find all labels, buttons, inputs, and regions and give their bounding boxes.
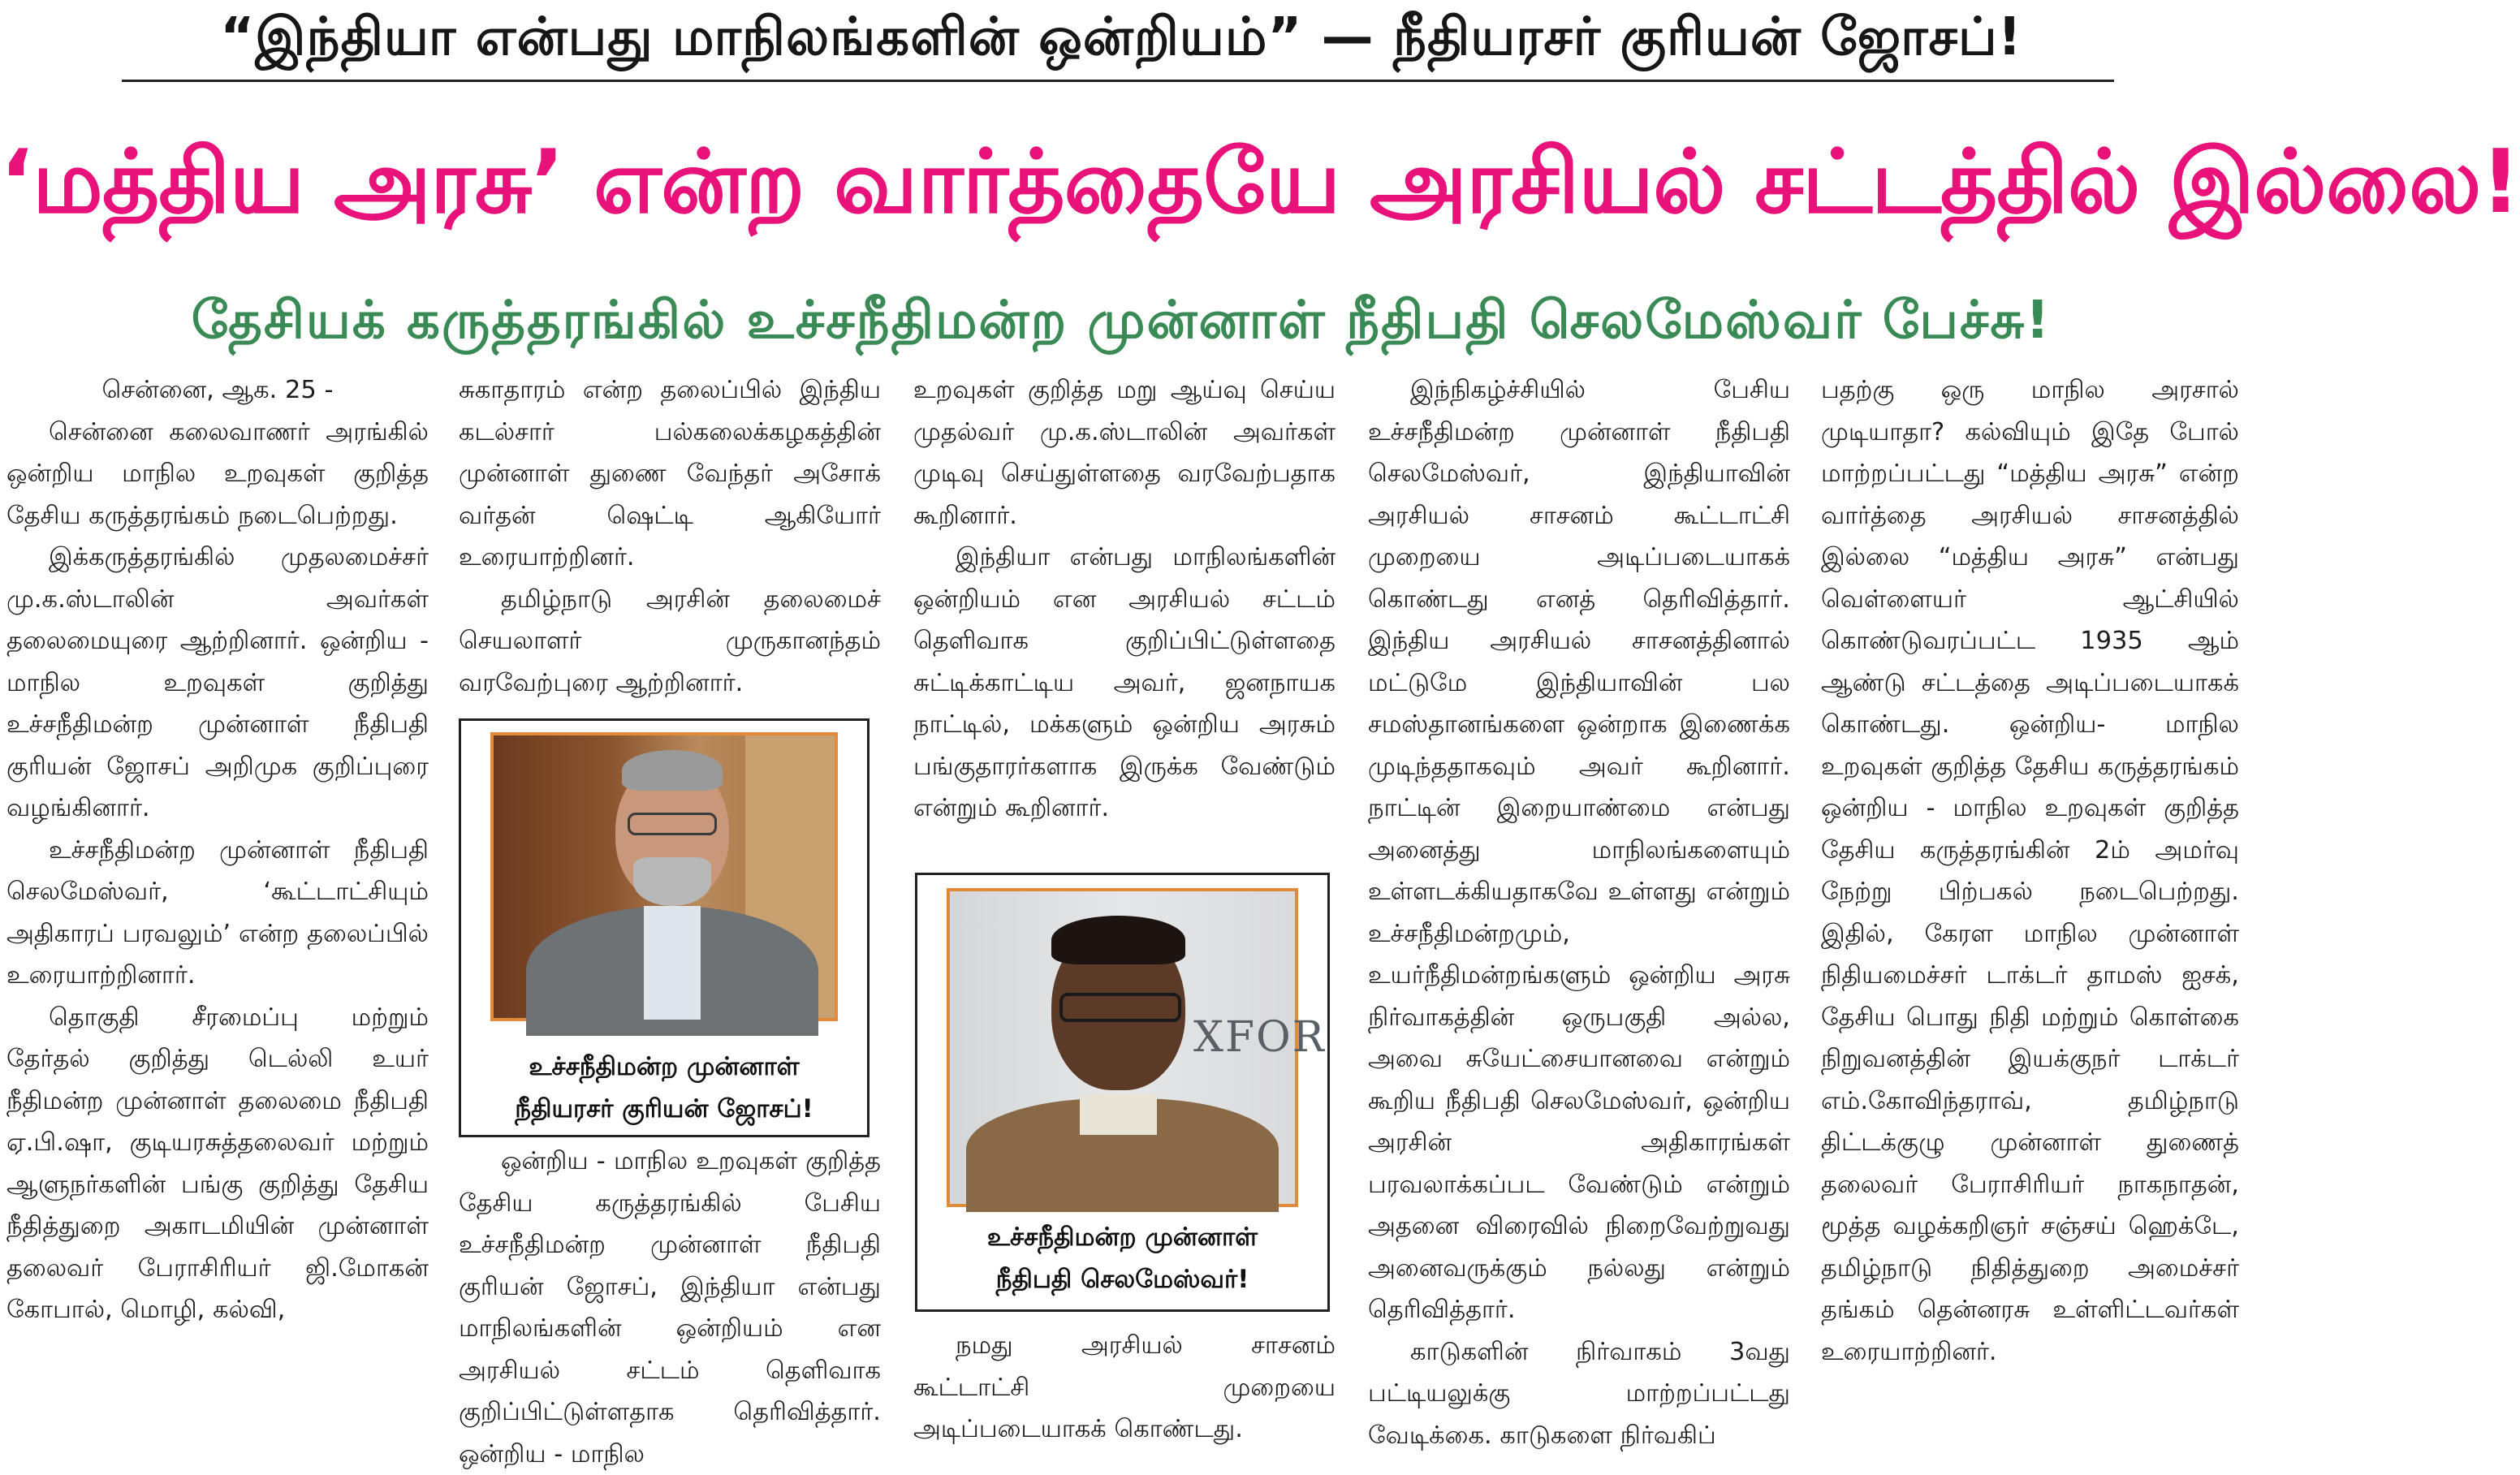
portrait-glasses [1059,993,1181,1022]
article-column-3-lower [913,1325,1336,1451]
paragraph: ஒன்றிய - மாநில உறவுகள் குறித்த தேசிய கருத்தரங்கில் பேசிய உச்சநீதிமன்ற முன்னாள் நீதிபதி குரியன் ஜோசப், இந்தியா என்பது மாநிலங்களின் ஒன்றியம் என அரசியல் சட்டம் தெளிவாக குறிப்பிட்டுள்ளதாக தெரிவித்தார். ஒன்றிய - மாநில [459,1147,881,1469]
paragraph: இந்நிகழ்ச்சியில் பேசிய உச்சநீதிமன்ற முன்னாள் நீதிபதி செலமேஸ்வர், இந்தியாவின் அரசியல் சாசனம் கூட்டாட்சி முறையை அடிப்படையாகக் கொண்டது எனத் தெரிவித்தார். இந்திய அரசியல் சாசனத்தினால் மட்டுமே இந்தியாவின் பல சமஸ்தானங்களை ஒன்றாக இணைக்க முடிந்ததாகவும் அவர் கூறினார். நாட்டின் இறையாண்மை என்பது அனைத்து மாநிலங்களையும் உள்ளடக்கியதாகவே உள்ளது என்றும் உச்சநீதிமன்றமும், உயர்நீதிமன்றங்களும் ஒன்றிய அரசு நிர்வாகத்தின் ஒருபகுதி அல்ல, அவை சுயேட்சையானவை என்றும் கூறிய நீதிபதி செலமேஸ்வர், ஒன்றிய அரசின் அதிகாரங்கள் பரவலாக்கப்பட வேண்டும் என்றும் அதனை விரைவில் நிறைவேற்றுவது அனைவருக்கும் நல்லது என்றும் தெரிவித்தார். [1368,376,1790,1324]
portrait-shirt [644,906,701,1020]
article-column-3 [913,369,1336,830]
article-column-5 [1821,369,2239,1373]
paragraph: உச்சநீதிமன்ற முன்னாள் நீதிபதி செலமேஸ்வர், ‘கூட்டாட்சியும் அதிகாரப் பரவலும்’ என்ற தலைப்பில் உரையாற்றினார். [6,835,429,990]
photo-box-chelameswar [915,873,1330,1312]
photo-chelameswar [947,888,1326,1207]
paragraph: நமது அரசியல் சாசனம் கூட்டாட்சி முறையை அடிப்படையாகக் கொண்டது. [913,1331,1336,1443]
paragraph: தமிழ்நாடு அரசின் தலைமைச் செயலாளர் முருகானந்தம் வரவேற்புரை ஆற்றினார். [459,584,881,697]
subheadline: தேசியக் கருத்தரங்கில் உச்சநீதிமன்ற முன்னாள் நீதிபதி செலமேஸ்வர் பேச்சு! [191,291,2052,351]
photo-kurian-joseph [490,732,838,1021]
kicker-headline: “இந்தியா என்பது மாநிலங்களின் ஒன்றியம்” — நீதியரசர் குரியன் ஜோசப்! [220,7,2022,67]
portrait-glasses [628,813,717,835]
article-column-2-lower [459,1141,881,1475]
backdrop-logo-text: XFOR [1193,1013,1326,1062]
divider-rule [122,80,2114,82]
photo-caption-chelameswar: உச்சநீதிமன்ற முன்னாள் நீதிபதி செலமேஸ்வர்! [986,1223,1258,1294]
paragraph: சுகாதாரம் என்ற தலைப்பில் இந்திய கடல்சார் பல்கலைக்கழகத்தின் முன்னாள் துணை வேந்தர் அசோக் வர்தன் ஷெட்டி ஆகியோர் உரையாற்றினர். [459,376,881,571]
paragraph: தொகுதி சீரமைப்பு மற்றும் தேர்தல் குறித்து டெல்லி உயர் நீதிமன்ற முன்னாள் தலைமை நீதிபதி ஏ.பி.ஷா, குடியரசுத்தலைவர் மற்றும் ஆளுநர்களின் பங்கு குறித்து தேசிய நீதித்துறை அகாடமியின் முன்னாள் தலைவர் பேராசிரியர் ஜி.மோகன் கோபால், மொழி, கல்வி, [6,1003,429,1324]
main-headline: ‘மத்திய அரசு’ என்ற வார்த்தையே அரசியல் சட்டத்தில் இல்லை! [0,132,2520,233]
article-column-2 [459,369,881,704]
paragraph: காடுகளின் நிர்வாகம் 3வது பட்டியலுக்கு மாற்றப்பட்டது வேடிக்கை. காடுகளை நிர்வகிப் [1368,1337,1790,1450]
portrait-hair [1051,916,1185,964]
portrait-collar [1080,1094,1157,1135]
paragraph: இந்தியா என்பது மாநிலங்களின் ஒன்றியம் என அரசியல் சட்டம் தெளிவாக குறிப்பிட்டுள்ளதை சுட்டிக்காட்டிய அவர், ஜனநாயக நாட்டில், மக்களும் ஒன்றிய அரசும் பங்குதாரர்களாக இருக்க வேண்டும் என்றும் கூறினார். [913,543,1336,822]
dateline: சென்னை, ஆக. 25 - [101,376,334,404]
photo-caption-kurian-joseph: உச்சநீதிமன்ற முன்னாள் நீதியரசர் குரியன் ஜோசப்! [515,1052,813,1124]
paragraph: உறவுகள் குறித்த மறு ஆய்வு செய்ய முதல்வர் மு.க.ஸ்டாலின் அவர்கள் முடிவு செய்துள்ளதை வரவேற்பதாக கூறினார். [913,376,1336,530]
article-column-4 [1368,369,1790,1456]
portrait-beard [633,857,711,906]
paragraph: பதற்கு ஒரு மாநில அரசால் முடியாதா? கல்வியும் இதே போல் மாற்றப்பட்டது “மத்திய அரசு” என்ற வார்த்தை அரசியல் சாசனத்தில் இல்லை “மத்திய அரசு” என்பது வெள்ளையர் ஆட்சியில் கொண்டுவரப்பட்ட 1935 ஆம் ஆண்டு சட்டத்தை அடிப்படையாகக் கொண்டது. ஒன்றிய- மாநில உறவுகள் குறித்த தேசிய கருத்தரங்கம் ஒன்றிய - மாநில உறவுகள் குறித்த தேசிய கருத்தரங்கின் 2ம் அமர்வு நேற்று பிற்பகல் நடைபெற்றது. இதில், கேரள மாநில முன்னாள் நிதியமைச்சர் டாக்டர் தாமஸ் ஐசக், தேசிய பொது நிதி மற்றும் கொள்கை நிறுவனத்தின் இயக்குநர் டாக்டர் எம்.கோவிந்தராவ், தமிழ்நாடு திட்டக்குழு முன்னாள் துணைத் தலைவர் பேராசிரியர் நாகநாதன், மூத்த வழக்கறிஞர் சஞ்சய் ஹெக்டே, தமிழ்நாடு நிதித்துறை அமைச்சர் தங்கம் தென்னரசு உள்ளிட்டவர்கள் உரையாற்றினர். [1821,376,2239,1366]
portrait-hair [622,750,723,791]
paragraph: சென்னை கலைவாணர் அரங்கில் ஒன்றிய மாநில உறவுகள் குறித்த தேசிய கருத்தரங்கம் நடைபெற்றது. [6,417,429,530]
article-column-1 [6,369,429,1331]
photo-box-kurian-joseph [459,718,869,1137]
paragraph: இக்கருத்தரங்கில் முதலமைச்சர் மு.க.ஸ்டாலின் அவர்கள் தலைமையுரை ஆற்றினார். ஒன்றிய - மாநில உறவுகள் குறித்து உச்சநீதிமன்ற முன்னாள் நீதிபதி குரியன் ஜோசப் அறிமுக குறிப்புரை வழங்கினார். [6,543,429,822]
